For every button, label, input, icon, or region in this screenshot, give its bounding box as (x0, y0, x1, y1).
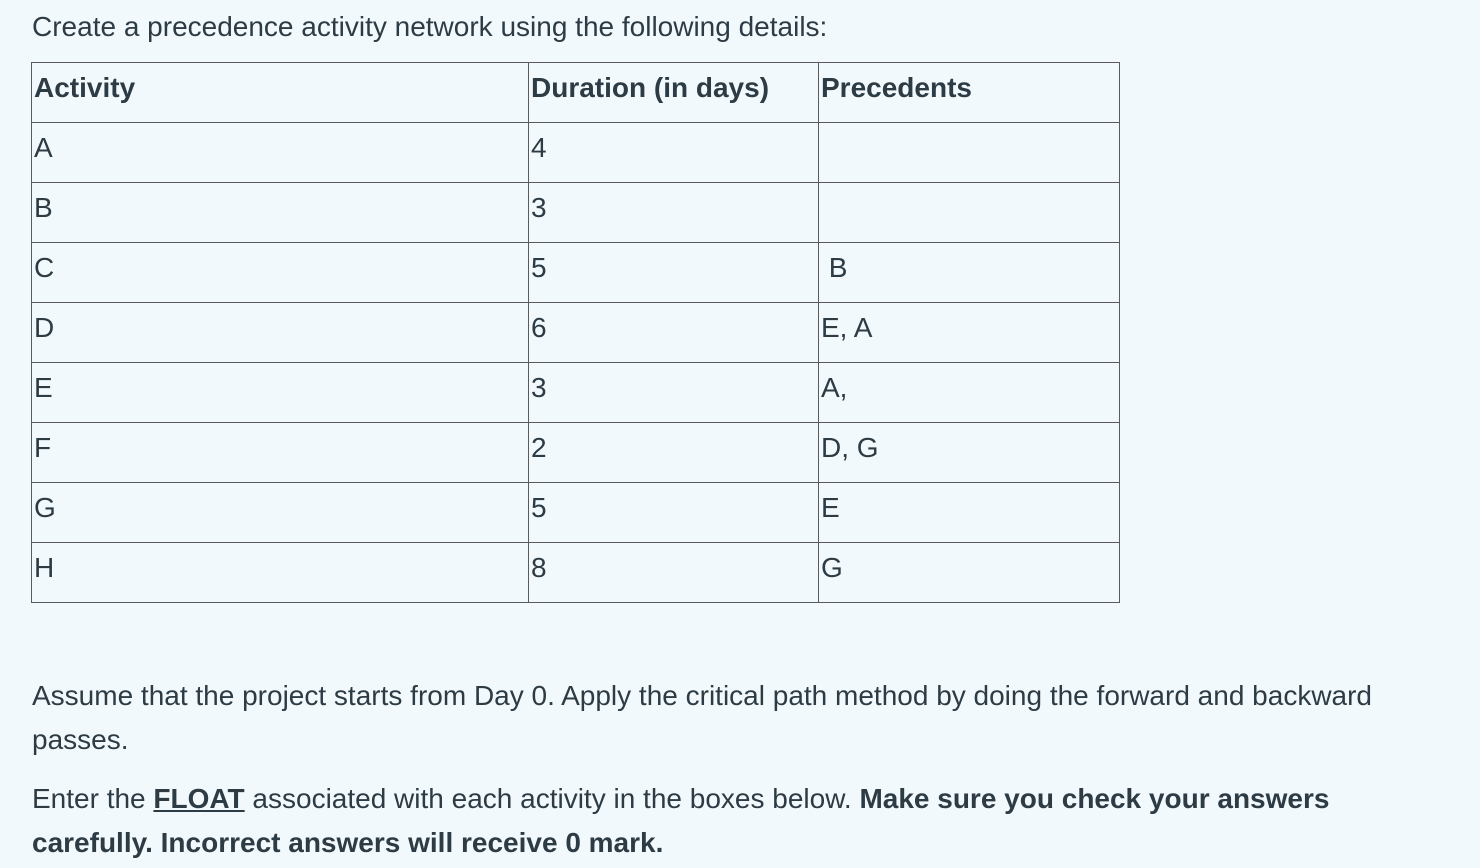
cell-activity: D (32, 303, 529, 363)
float-emphasis: FLOAT (153, 783, 245, 814)
cell-precedents: G (819, 543, 1120, 603)
cell-precedents (819, 123, 1120, 183)
float-text-middle: associated with each activity in the boxes below. (244, 783, 860, 814)
header-duration: Duration (in days) (529, 63, 819, 123)
cell-activity: F (32, 423, 529, 483)
cell-activity: E (32, 363, 529, 423)
cell-duration: 2 (529, 423, 819, 483)
activity-table (31, 62, 1120, 603)
cell-precedents: E, A (819, 303, 1120, 363)
cell-activity: H (32, 543, 529, 603)
cell-precedents: D, G (819, 423, 1120, 483)
cell-precedents: A, (819, 363, 1120, 423)
cell-duration: 3 (529, 183, 819, 243)
cell-activity: B (32, 183, 529, 243)
table-row (32, 243, 1120, 303)
float-text-before: Enter the (32, 783, 154, 814)
warning-note: Make sure you check your answers carefully. Incorrect answers will receive 0 mark. (32, 783, 1330, 858)
table-row (32, 423, 1120, 483)
table-row (32, 483, 1120, 543)
intro-text: Create a precedence activity network using the following details: (32, 11, 828, 42)
table-row (32, 363, 1120, 423)
table-row (32, 543, 1120, 603)
cell-duration: 3 (529, 363, 819, 423)
table-row (32, 303, 1120, 363)
cell-precedents: E (819, 483, 1120, 543)
cell-duration: 6 (529, 303, 819, 363)
cell-duration: 8 (529, 543, 819, 603)
table-header-row (32, 63, 1120, 123)
float-instruction-paragraph (32, 777, 1452, 865)
cell-precedents (819, 183, 1120, 243)
instruction-paragraph: Assume that the project starts from Day 0. Apply the critical path method by doing the forward and backward passes. (32, 680, 1373, 755)
cell-activity: G (32, 483, 529, 543)
cell-precedents: B (819, 243, 1120, 303)
cell-duration: 5 (529, 243, 819, 303)
header-precedents: Precedents (819, 63, 1120, 123)
cell-duration: 4 (529, 123, 819, 183)
cell-activity: A (32, 123, 529, 183)
cell-activity: C (32, 243, 529, 303)
cell-duration: 5 (529, 483, 819, 543)
table-row (32, 123, 1120, 183)
header-activity: Activity (32, 63, 529, 123)
table-row (32, 183, 1120, 243)
